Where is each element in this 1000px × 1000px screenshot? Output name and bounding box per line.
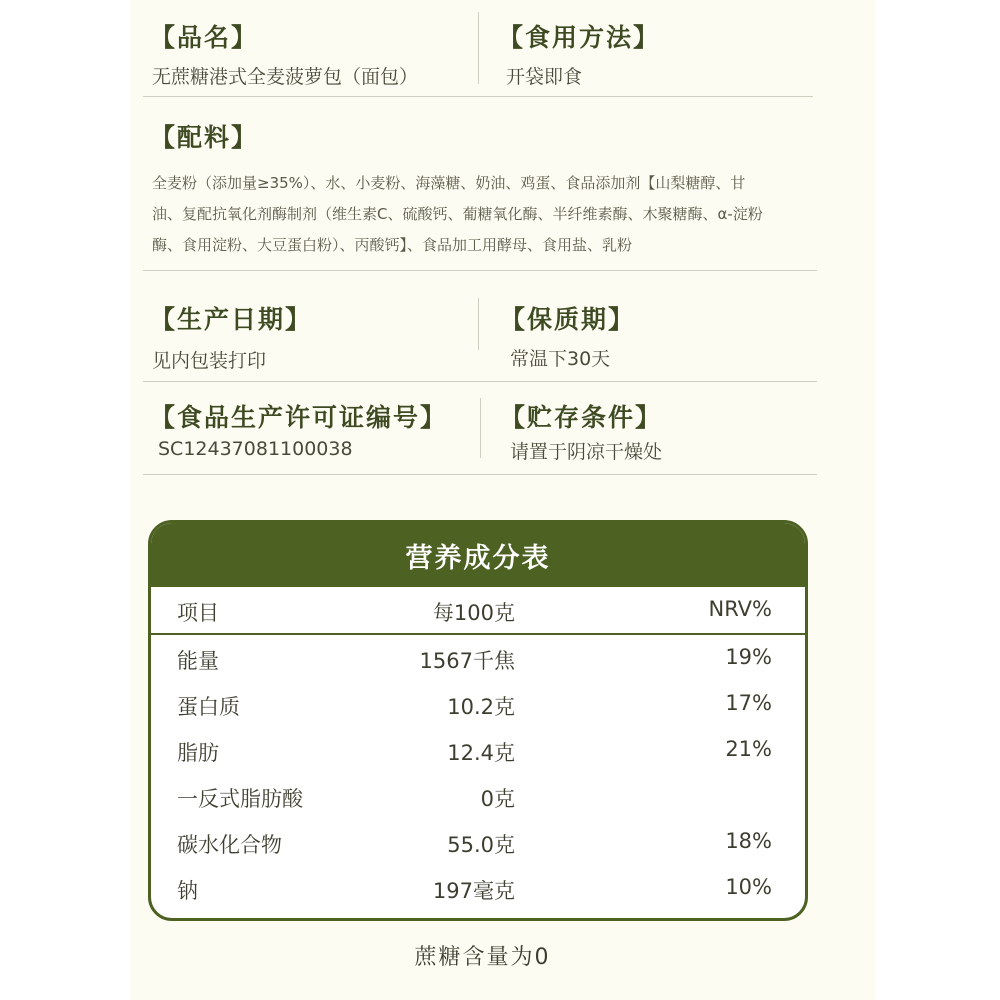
nutrient-nrv: 10% [725,875,772,899]
column-header-nrv: NRV% [708,597,772,621]
nutrition-table [148,520,808,921]
column-header-per100g: 每100克 [432,601,515,625]
nutrient-nrv: 17% [725,691,772,715]
table-row [151,829,805,875]
nutrient-amount: 0克 [480,787,515,811]
divider [143,96,813,97]
shelf-life-value: 常温下30天 [510,348,611,370]
table-row [151,737,805,783]
license-heading: 【食品生产许可证编号】 [150,403,448,432]
table-row [151,645,805,691]
nutrient-name: 碳水化合物 [177,833,282,857]
column-header-item: 项目 [177,601,219,625]
storage-value: 请置于阴凉干燥处 [510,441,663,463]
shelf-life-heading: 【保质期】 [500,305,636,334]
nutrient-amount: 1567千焦 [419,649,515,673]
nutrient-nrv: 19% [725,645,772,669]
table-row [151,691,805,737]
nutrient-nrv: 21% [725,737,772,761]
divider [478,298,479,350]
divider [143,474,817,475]
divider [143,381,817,382]
product-name-heading: 【品名】 [150,23,259,52]
ingredients-heading: 【配料】 [150,123,259,152]
nutrient-name: 一反式脂肪酸 [177,787,303,811]
nutrient-name: 钠 [177,879,198,903]
usage-value: 开袋即食 [506,66,583,88]
nutrient-amount: 10.2克 [447,695,515,719]
production-date-heading: 【生产日期】 [150,305,313,334]
license-value: SC12437081100038 [158,438,353,460]
ingredients-line: 全麦粉（添加量≥35%）、水、小麦粉、海藻糖、奶油、鸡蛋、食品添加剂【山梨糖醇、甘 [152,174,746,192]
table-row [151,875,805,921]
nutrient-name: 能量 [177,649,219,673]
nutrient-nrv: 18% [725,829,772,853]
production-date-value: 见内包装打印 [152,350,267,372]
storage-heading: 【贮存条件】 [500,403,663,432]
nutrient-name: 蛋白质 [177,695,240,719]
nutrition-title: 营养成分表 [151,523,805,587]
usage-heading: 【食用方法】 [498,23,661,52]
divider [478,12,479,84]
ingredients-line: 油、复配抗氧化剂酶制剂（维生素C、硫酸钙、葡糖氧化酶、半纤维素酶、木聚糖酶、α-淀粉 [152,205,763,223]
nutrient-name: 脂肪 [177,741,219,765]
product-name-value: 无蔗糖港式全麦菠萝包（面包） [152,66,419,88]
nutrient-amount: 55.0克 [447,833,515,857]
ingredients-line: 酶、食用淀粉、大豆蛋白粉）、丙酸钙】、食品加工用酵母、食用盐、乳粉 [152,236,633,254]
divider [143,270,817,271]
nutrition-column-headers [151,587,805,635]
ingredients-text [152,168,814,261]
nutrient-amount: 197毫克 [432,879,515,903]
table-row [151,783,805,829]
divider [480,398,481,458]
nutrient-amount: 12.4克 [447,741,515,765]
sucrose-footnote: 蔗糖含量为0 [414,945,551,970]
